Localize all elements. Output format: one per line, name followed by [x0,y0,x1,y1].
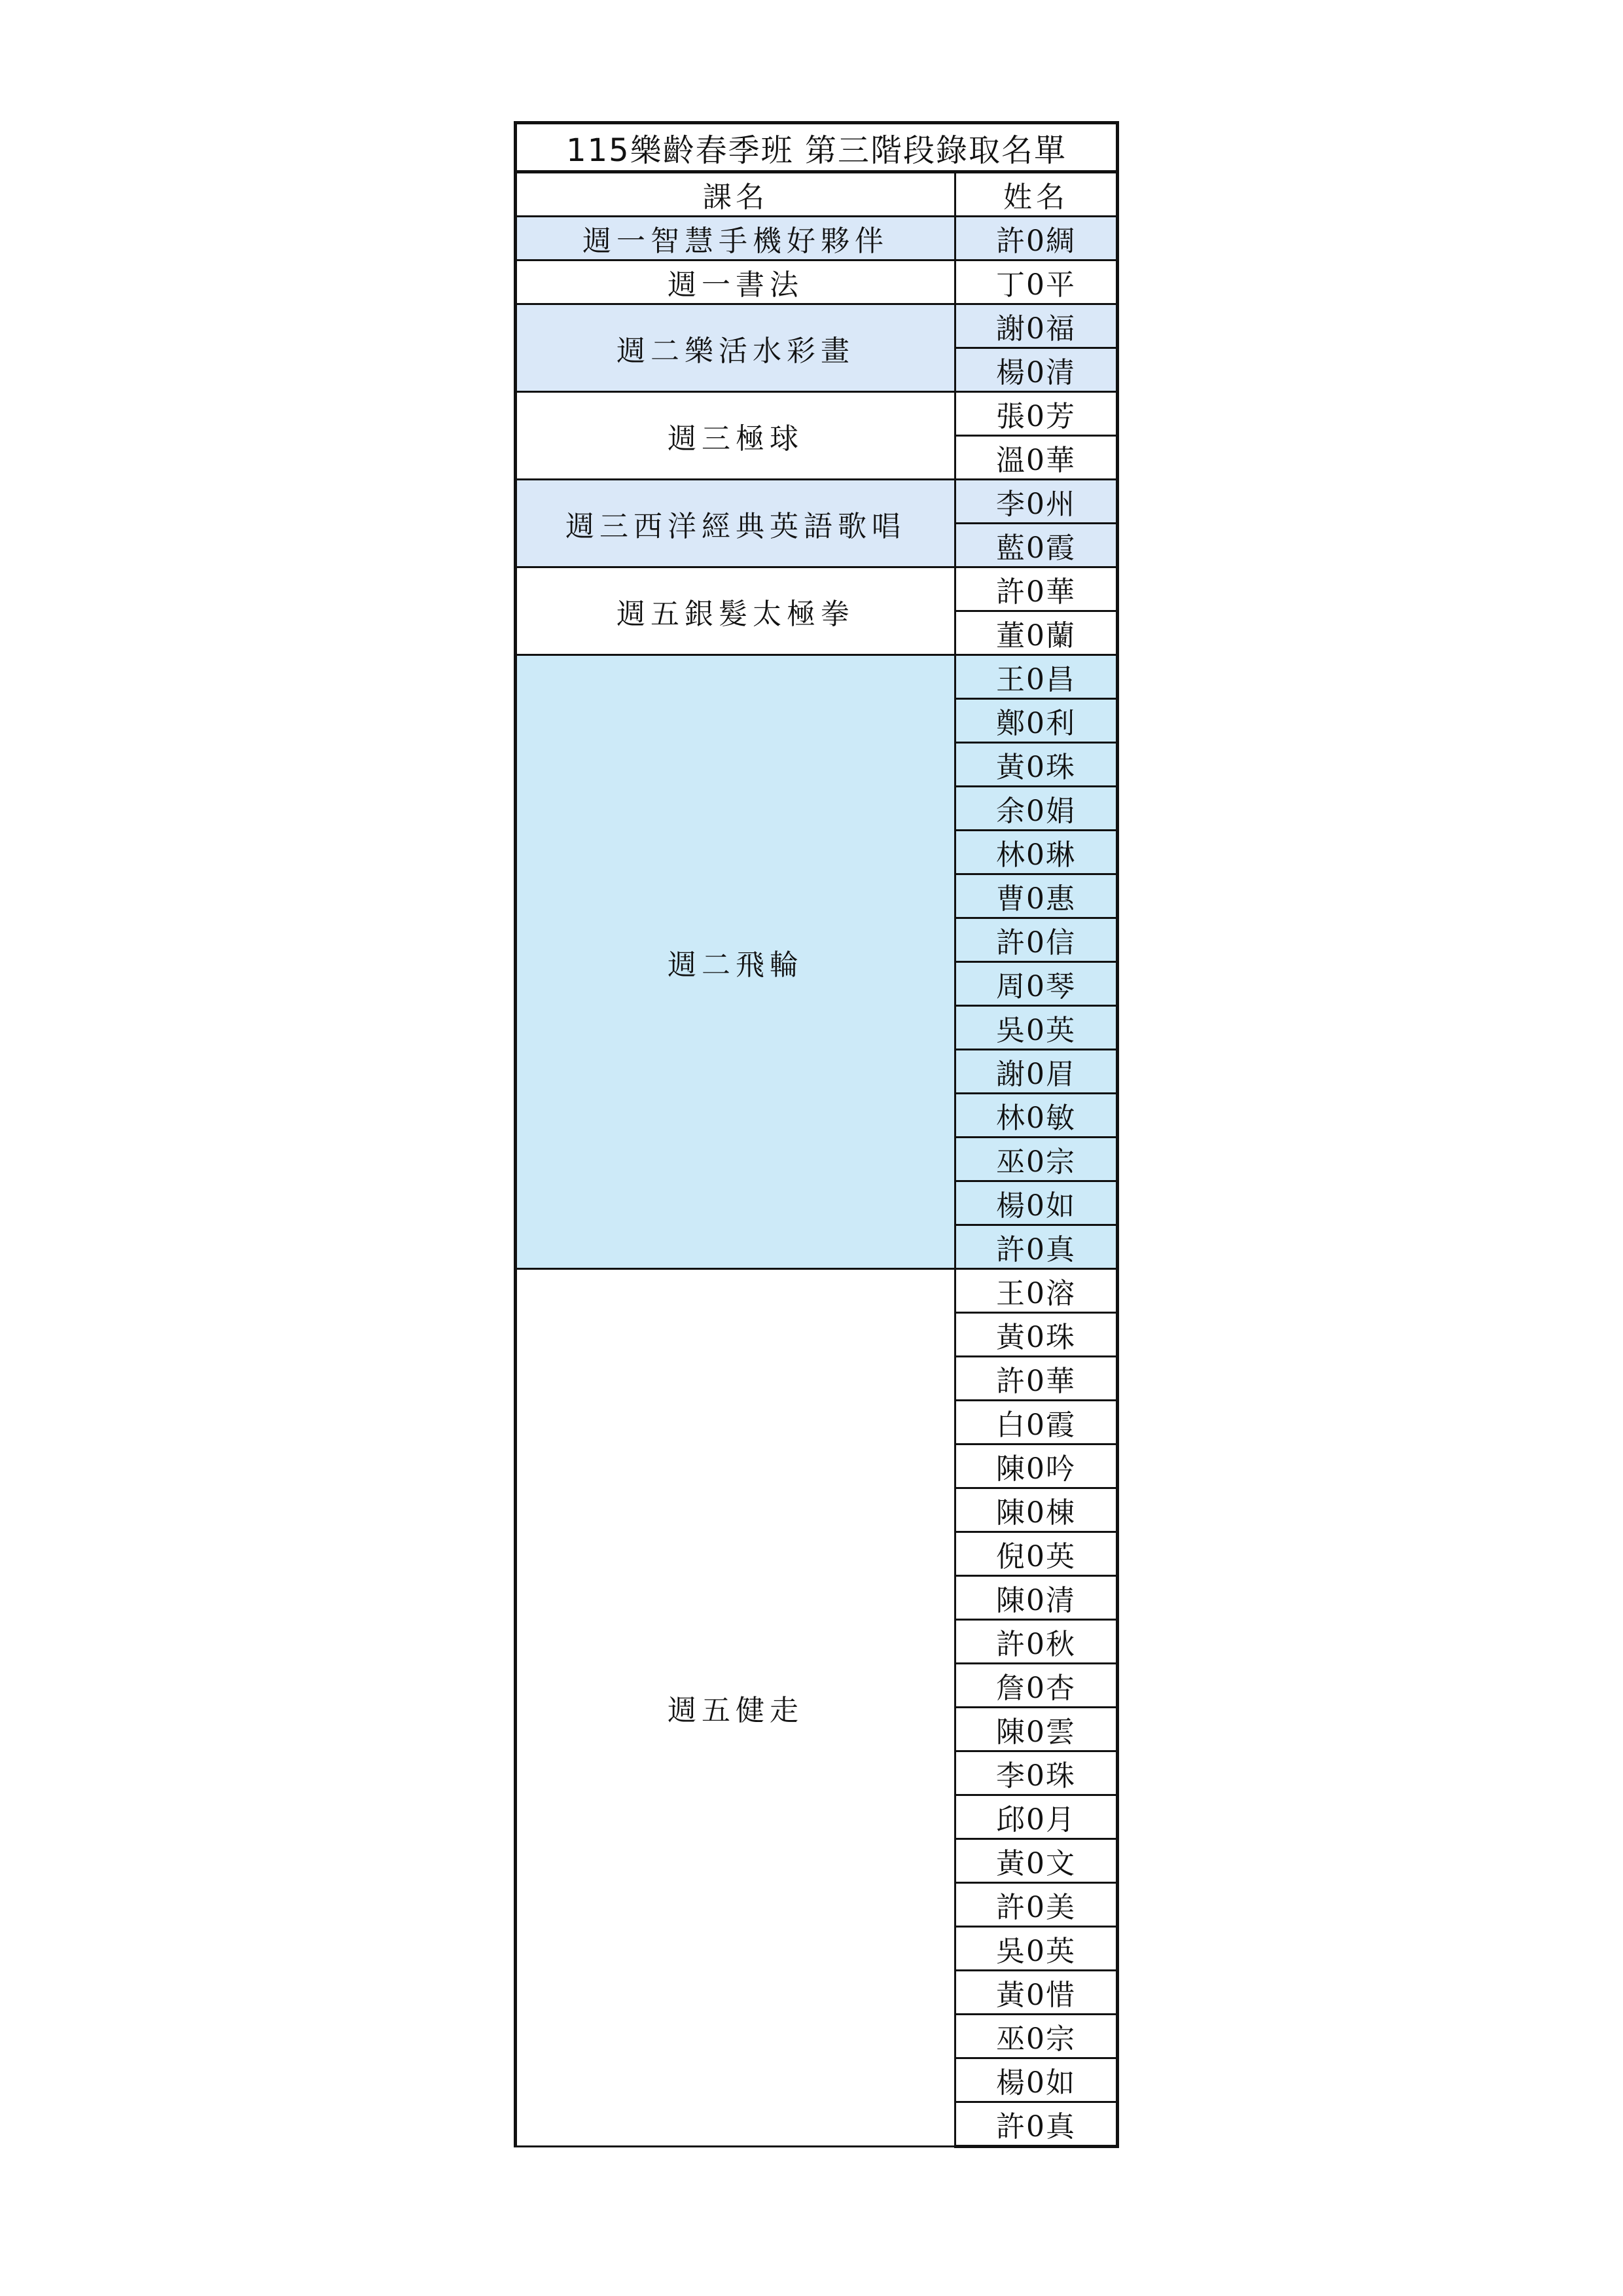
student-name-cell: 鄭0利 [955,699,1118,743]
course-name-cell: 週五銀髮太極拳 [516,567,955,655]
student-name-cell: 許0華 [955,567,1118,611]
student-name-cell: 黃0文 [955,1839,1118,1883]
student-name-cell: 李0州 [955,480,1118,524]
table-row [516,480,1118,524]
student-name-cell: 吳0英 [955,1006,1118,1050]
student-name-cell: 白0霞 [955,1401,1118,1444]
student-name-cell: 余0娟 [955,787,1118,831]
student-name-cell: 詹0杏 [955,1664,1118,1708]
student-name-cell: 楊0如 [955,2058,1118,2102]
student-name-cell: 許0華 [955,1357,1118,1401]
course-name-cell: 週三西洋經典英語歌唱 [516,480,955,567]
course-name-cell: 週三極球 [516,392,955,480]
student-name-cell: 林0敏 [955,1094,1118,1138]
table-row [516,392,1118,436]
student-name-cell: 邱0月 [955,1795,1118,1839]
student-name-cell: 董0蘭 [955,611,1118,655]
title-row [516,123,1118,172]
student-name-cell: 陳0清 [955,1576,1118,1620]
table-row [516,260,1118,304]
table-row [516,567,1118,611]
student-name-cell: 楊0清 [955,348,1118,392]
student-name-cell: 許0真 [955,2102,1118,2147]
student-name-cell: 黃0惜 [955,1971,1118,2015]
student-name-cell: 李0珠 [955,1751,1118,1795]
student-name-cell: 王0昌 [955,655,1118,699]
student-name-cell: 陳0雲 [955,1708,1118,1751]
course-name-cell: 週一智慧手機好夥伴 [516,217,955,260]
student-name-cell: 丁0平 [955,260,1118,304]
student-name-cell: 許0美 [955,1883,1118,1927]
course-column-header: 課名 [516,172,955,217]
name-column-header: 姓名 [955,172,1118,217]
student-name-cell: 許0信 [955,918,1118,962]
student-name-cell: 謝0眉 [955,1050,1118,1094]
student-name-cell: 溫0華 [955,436,1118,480]
course-name-cell: 週二樂活水彩畫 [516,304,955,392]
student-name-cell: 黃0珠 [955,743,1118,787]
table-row [516,1269,1118,1313]
student-name-cell: 陳0吟 [955,1444,1118,1488]
student-name-cell: 曹0惠 [955,874,1118,918]
student-name-cell: 周0琴 [955,962,1118,1006]
student-name-cell: 林0琳 [955,831,1118,874]
table-row [516,304,1118,348]
student-name-cell: 楊0如 [955,1181,1118,1225]
student-name-cell: 巫0宗 [955,2015,1118,2058]
header-row [516,172,1118,217]
enrollment-table [514,121,1119,2148]
table-row [516,655,1118,699]
document-title: 115樂齡春季班 第三階段錄取名單 [516,123,1118,172]
course-name-cell: 週二飛輪 [516,655,955,1269]
student-name-cell: 謝0福 [955,304,1118,348]
course-name-cell: 週五健走 [516,1269,955,2147]
student-name-cell: 王0溶 [955,1269,1118,1313]
student-name-cell: 許0綢 [955,217,1118,260]
student-name-cell: 許0秋 [955,1620,1118,1664]
student-name-cell: 倪0英 [955,1532,1118,1576]
student-name-cell: 陳0棟 [955,1488,1118,1532]
table-row [516,217,1118,260]
student-name-cell: 許0真 [955,1225,1118,1269]
student-name-cell: 黃0珠 [955,1313,1118,1357]
table-body [516,123,1118,2147]
course-name-cell: 週一書法 [516,260,955,304]
student-name-cell: 吳0英 [955,1927,1118,1971]
student-name-cell: 巫0宗 [955,1138,1118,1181]
student-name-cell: 張0芳 [955,392,1118,436]
student-name-cell: 藍0霞 [955,524,1118,567]
